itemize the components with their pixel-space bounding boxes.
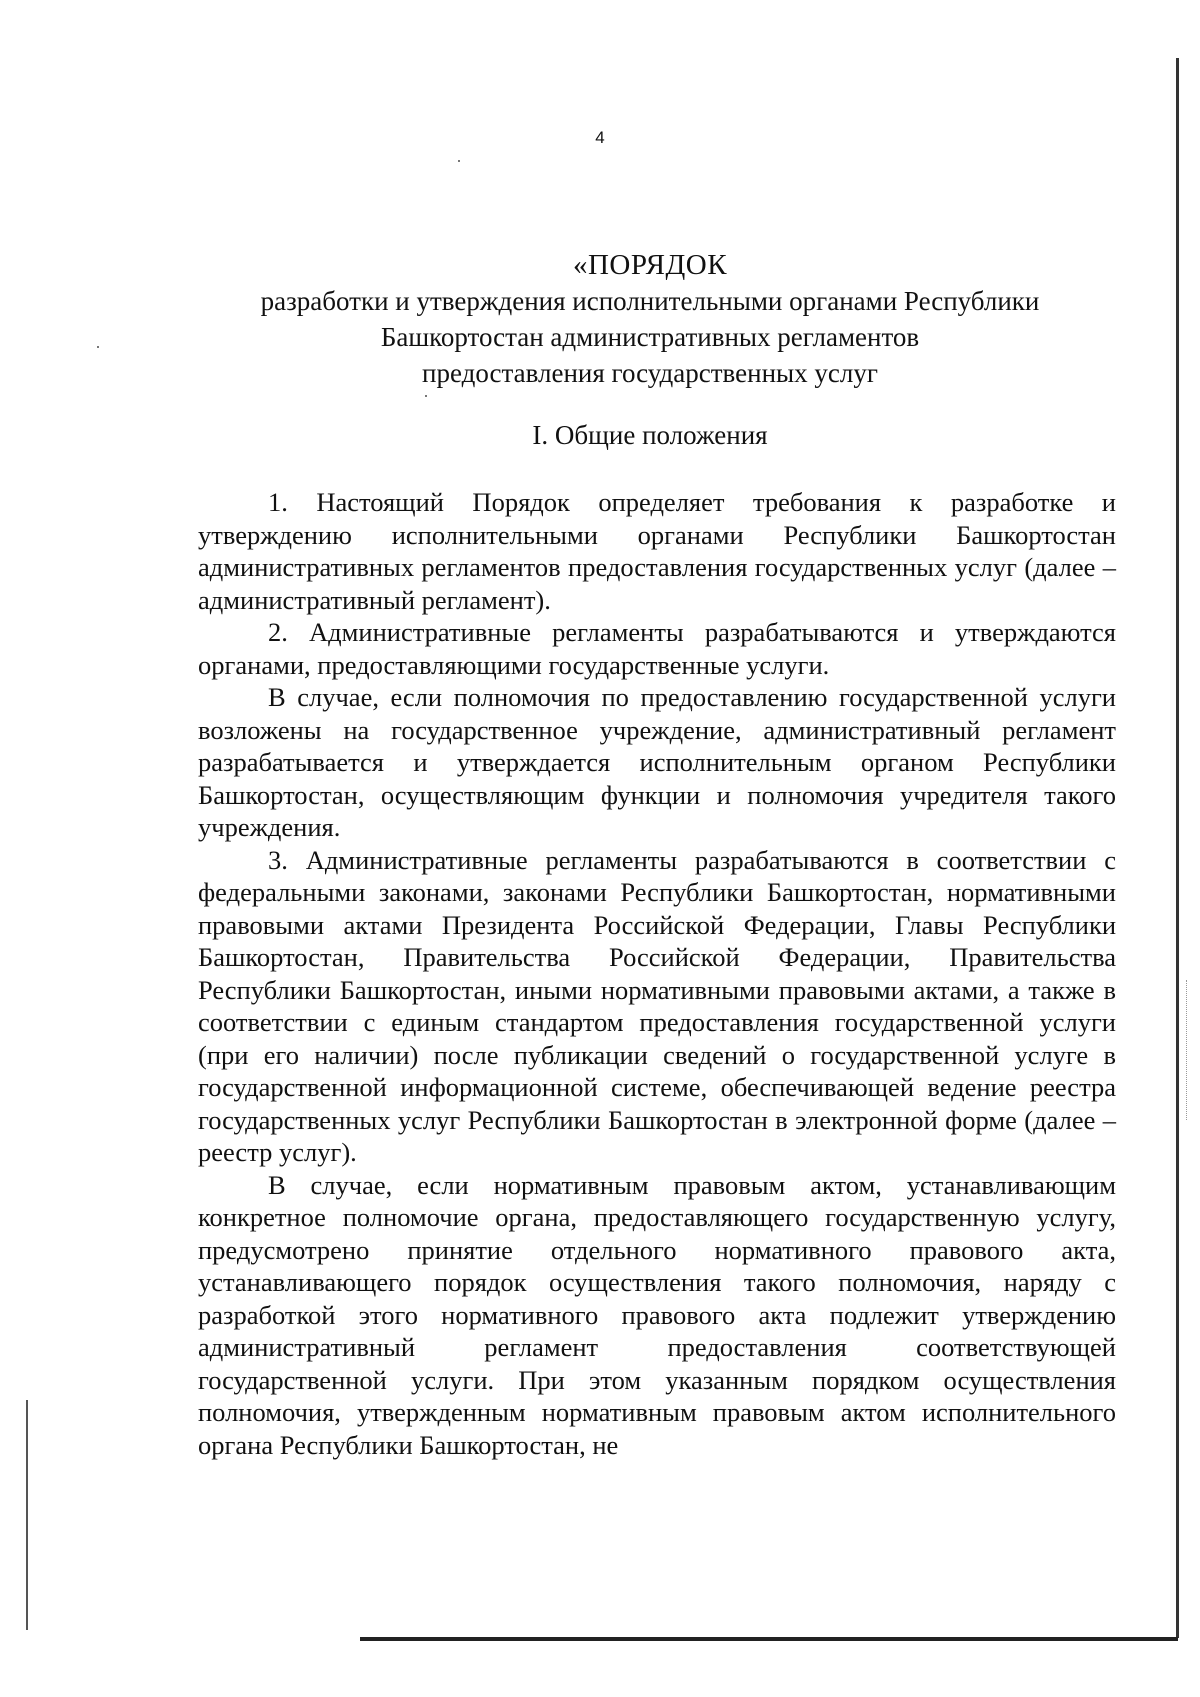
scan-dot	[97, 346, 99, 348]
paragraph-2: 2. Административные регламенты разрабатываются и утверждаются органами, предоставляющими государственные услуги.	[198, 617, 1116, 680]
title-line-2: разработки и утверждения исполнительными органами Республики	[260, 286, 1040, 316]
section-heading: I. Общие положения	[532, 420, 768, 450]
document-body	[198, 486, 1116, 1461]
title-line-3: Башкортостан административных регламентов	[380, 322, 920, 352]
document-title	[180, 247, 1120, 391]
paragraph-1: 1. Настоящий Порядок определяет требования к разработке и утверждению исполнительными органами Республики Башкортостан административных регламентов предоставления государственных услуг (далее – административный регламент).	[198, 487, 1116, 615]
paragraph-4: 3. Административные регламенты разрабатываются в соответствии с федеральными законами, законами Республики Башкортостан, нормативными правовыми актами Президента Российской Федерации, Главы Республики Башкортостан, Правительства Российской Федерации, Правительства Республики Башкортостан, иными нормативными правовыми актами, а также в соответствии с единым стандартом предоставления государственной услуги (при его наличии) после публикации сведений о государственной услуге в государственной информационной системе, обеспечивающей ведение реестра государственных услуг Республики Башкортостан в электронной форме (далее – реестр услуг).	[198, 844, 1116, 1167]
scan-dot	[458, 160, 460, 162]
scan-dot	[425, 395, 427, 397]
scan-edge-right	[1176, 58, 1179, 1638]
paragraph-5: В случае, если нормативным правовым актом, устанавливающим конкретное полномочие органа, предоставляющего государственную услугу, предусмотрено принятие отдельного нормативного правового акта, устанавливающего порядок осуществления такого полномочия, наряду с разработкой этого нормативного правового акта подлежит утверждению административный регламент предоставления соответствующей государственной услуги. При этом указанным порядком осуществления полномочия, утвержденным нормативным правовым актом исполнительного органа Республики Башкортостан, не	[198, 1169, 1116, 1460]
scan-noise	[1186, 980, 1188, 1120]
page-number: 4	[595, 128, 605, 147]
scan-edge-bottom	[360, 1637, 1178, 1641]
title-line-4: предоставления государственных услуг	[422, 358, 878, 388]
paragraph-3: В случае, если полномочия по предоставлению государственной услуги возложены на государственное учреждение, административный регламент разрабатывается и утверждается исполнительным органом Республики Башкортостан, осуществляющим функции и полномочия учредителя такого учреждения.	[198, 682, 1116, 842]
title-line-main: «ПОРЯДОК	[572, 249, 728, 281]
scan-edge-left	[26, 1400, 28, 1630]
